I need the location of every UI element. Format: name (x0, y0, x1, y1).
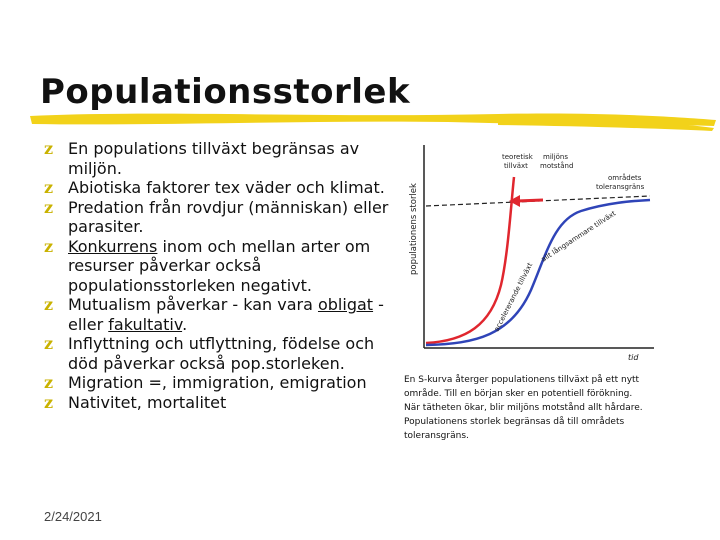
x-axis-label: tid (628, 353, 639, 362)
slide-title: Populationsstorlek (40, 72, 411, 112)
bullet-list (44, 139, 389, 412)
caption-line: När tätheten ökar, blir miljöns motstånd allt hårdare. (404, 403, 643, 413)
bullet-item (44, 393, 389, 413)
bullet-item (44, 373, 389, 393)
z-bullet-icon: z (44, 392, 54, 412)
bullet-text: inom och mellan arter om resurser påverkar också populationsstorleken negativt. (68, 236, 371, 295)
bullet-text: Nativitet, mortalitet (68, 392, 227, 412)
y-axis-label: populationens storlek (409, 183, 419, 275)
label-theoretical-line1: teoretisk (502, 153, 533, 161)
z-bullet-icon: z (44, 295, 54, 314)
bullet-item (44, 139, 389, 178)
bullet-item (44, 334, 389, 373)
bullet-item (44, 198, 389, 237)
z-bullet-icon: z (44, 178, 54, 197)
label-theoretical-line2: tillväxt (504, 162, 528, 170)
label-resistance-line1: miljöns (543, 153, 569, 161)
z-bullet-icon: z (44, 139, 54, 158)
title-underline-brushstroke (28, 106, 718, 132)
z-bullet-icon: z (44, 373, 54, 392)
label-accelerating-growth: accelererande tillväxt (492, 261, 535, 333)
bullet-text: Abiotiska faktorer tex väder och klimat. (68, 178, 385, 197)
bullet-text: Inflyttning och utflyttning, födelse och död påverkar också pop.storleken. (68, 334, 375, 373)
label-tolerance-line2: toleransgräns (596, 183, 645, 191)
label-fading-growth: allt långsammare tillväxt (539, 209, 618, 264)
bullet-item (44, 178, 389, 198)
label-resistance-line2: motstånd (540, 162, 574, 170)
label-tolerance-line1: områdets (608, 174, 642, 182)
bullet-text: Mutualism påverkar - kan vara (68, 295, 318, 314)
bullet-item (44, 237, 389, 296)
caption-line: Populationens storlek begränsas då till områdets (404, 417, 625, 427)
bullet-item (44, 295, 389, 334)
s-curve-figure (396, 135, 696, 455)
underlined-term: obligat (317, 295, 374, 314)
underlined-term: Konkurrens (68, 236, 158, 256)
bullet-text: . (182, 314, 188, 334)
z-bullet-icon: z (44, 236, 54, 256)
z-bullet-icon: z (44, 197, 54, 217)
underlined-term: fakultativ (108, 314, 183, 334)
bullet-text: En populations tillväxt begränsas av miljön. (68, 139, 360, 178)
bullet-text: - eller (68, 295, 384, 334)
z-bullet-icon: z (44, 334, 54, 353)
caption-line: område. Till en början sker en potentiell förökning. (404, 389, 633, 399)
caption-line: toleransgräns. (404, 431, 469, 441)
bullet-text: Predation från rovdjur (människan) eller parasiter. (68, 197, 389, 236)
caption-line: En S-kurva återger populationens tillväxt på ett nytt (404, 375, 640, 385)
slide-date: 2/24/2021 (44, 509, 102, 524)
bullet-text: Migration =, immigration, emigration (68, 373, 367, 392)
